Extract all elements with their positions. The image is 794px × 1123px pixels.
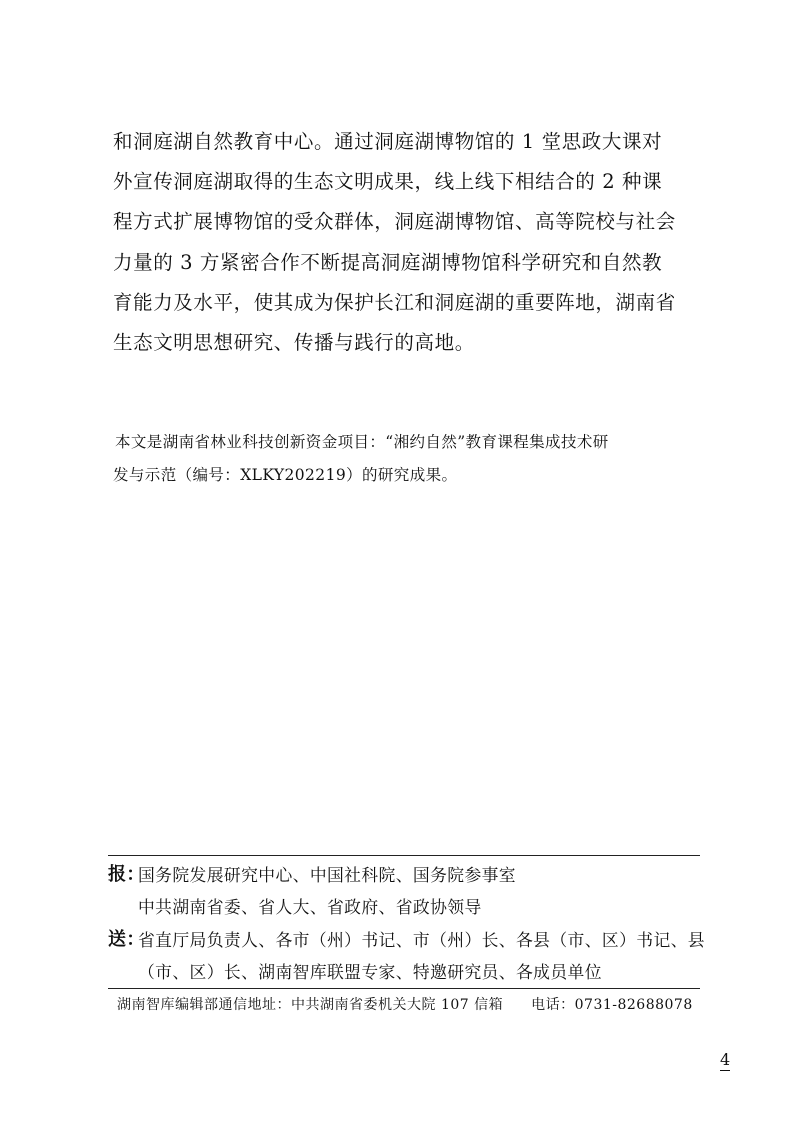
- distribution-bao-row-continued: [108, 892, 700, 922]
- distribution-song-row-continued: [108, 957, 700, 987]
- funding-note-line: 本文是湖南省林业科技创新资金项目：“湘约自然”教育课程集成技术研: [115, 433, 609, 451]
- body-paragraph: [113, 122, 703, 363]
- body-line: 程方式扩展博物馆的受众群体，洞庭湖博物馆、高等院校与社会: [113, 210, 676, 234]
- body-line: 和洞庭湖自然教育中心。通过洞庭湖博物馆的 1 堂思政大课对: [113, 130, 663, 153]
- song-recipients-line1: 省直厅局负责人、各市（州）书记、市（州）长、各县（市、区）书记、县: [138, 930, 705, 950]
- funding-note: [113, 426, 703, 492]
- editorial-phone: 电话：0731-82688078: [531, 997, 693, 1013]
- distribution-song-row: [108, 925, 705, 955]
- body-line: 育能力及水平，使其成为保护长江和洞庭湖的重要阵地，湖南省: [113, 290, 676, 314]
- distribution-bottom-divider: [108, 988, 700, 989]
- editorial-address: 湖南智库编辑部通信地址：中共湖南省委机关大院 107 信箱: [117, 997, 504, 1013]
- song-label: 送：: [108, 929, 145, 950]
- body-line: 生态文明思想研究、传播与践行的高地。: [113, 330, 475, 354]
- funding-note-line: 发与示范（编号：XLKY202219）的研究成果。: [113, 466, 458, 484]
- distribution-bao-row: [108, 860, 700, 890]
- song-recipients-line2: （市、区）长、湖南智库联盟专家、特邀研究员、各成员单位: [138, 962, 602, 982]
- bao-label: 报：: [108, 864, 145, 885]
- bao-recipients-line1: 国务院发展研究中心、中国社科院、国务院参事室: [138, 865, 516, 885]
- page-number: 4: [720, 1050, 731, 1069]
- editorial-contact-footer: [117, 992, 707, 1018]
- distribution-top-divider: [108, 855, 700, 856]
- body-line: 外宣传洞庭湖取得的生态文明成果，线上线下相结合的 2 种课: [113, 170, 663, 194]
- bao-recipients-line2: 中共湖南省委、省人大、省政府、省政协领导: [138, 897, 482, 917]
- body-line: 力量的 3 方紧密合作不断提高洞庭湖博物馆科学研究和自然教: [113, 250, 663, 274]
